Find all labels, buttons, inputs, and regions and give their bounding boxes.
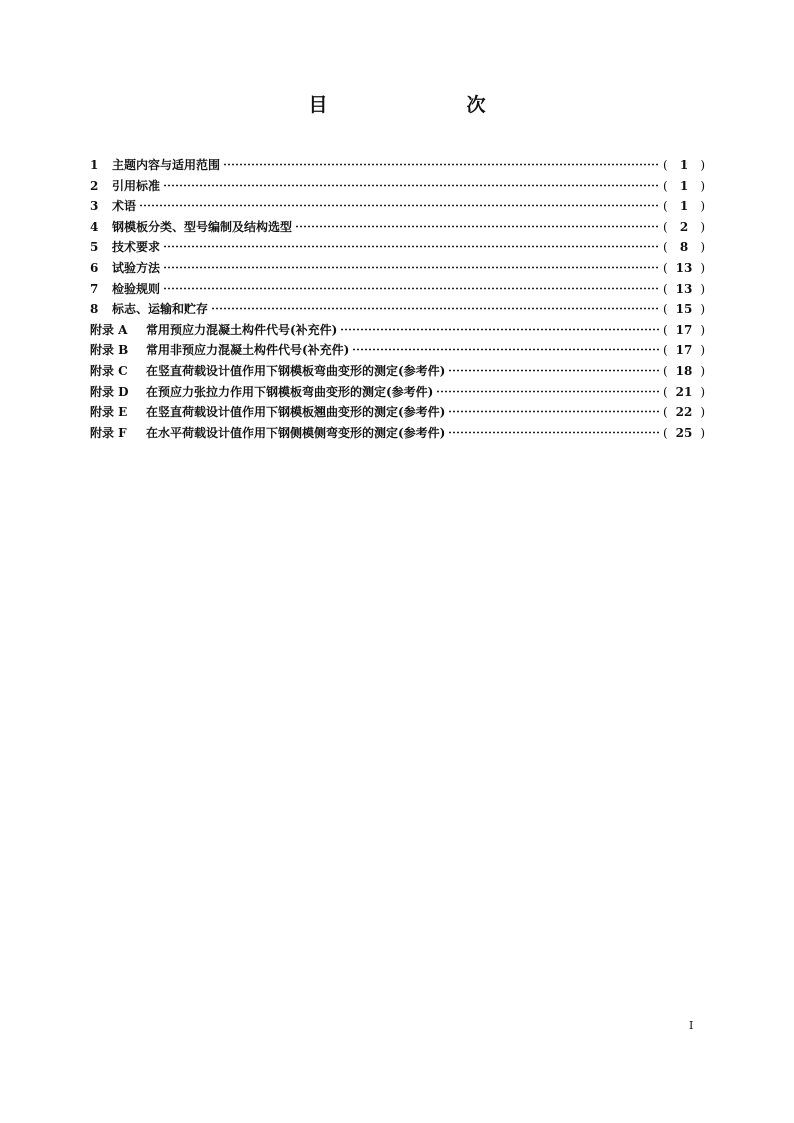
toc-entry-title: 钢模板分类、型号编制及结构选型 <box>112 219 293 234</box>
dot-leader <box>139 204 660 207</box>
toc-entry-page <box>663 179 705 193</box>
toc-entry[interactable] <box>90 218 705 239</box>
toc-entry-page <box>663 323 705 337</box>
dot-leader <box>211 307 660 310</box>
paren-close: ) <box>700 281 705 296</box>
toc-entry-page <box>663 364 705 378</box>
paren-open: ( <box>663 425 668 440</box>
toc-entry-page <box>663 261 705 275</box>
toc-entry-number: 附录 B <box>90 343 129 358</box>
toc-entry-number: 3 <box>90 199 99 214</box>
toc-entry-number: 附录 E <box>90 405 128 420</box>
toc-page-number: 8 <box>679 240 689 255</box>
toc-entry-title: 检验规则 <box>112 281 161 296</box>
toc-page-number: 13 <box>675 281 693 296</box>
toc-page-number: 15 <box>675 302 693 317</box>
paren-close: ) <box>700 425 705 440</box>
toc-entry-page <box>663 426 705 440</box>
paren-close: ) <box>700 178 705 193</box>
paren-open: ( <box>663 281 668 296</box>
paren-open: ( <box>663 363 668 378</box>
paren-close: ) <box>700 260 705 275</box>
paren-open: ( <box>663 405 668 420</box>
toc-entry[interactable] <box>90 383 705 404</box>
toc-entry[interactable] <box>90 341 705 362</box>
toc-entry-title: 标志、运输和贮存 <box>112 302 209 317</box>
toc-entry-number: 附录 A <box>90 322 128 337</box>
page-number: I <box>689 1019 694 1032</box>
toc-page-number: 2 <box>679 219 689 234</box>
toc-entry-page <box>663 282 705 296</box>
toc-entry-number: 7 <box>90 281 99 296</box>
paren-open: ( <box>663 322 668 337</box>
dot-leader <box>295 225 660 228</box>
toc-page-number: 1 <box>679 158 689 172</box>
toc-entry-number: 4 <box>90 219 99 234</box>
toc-entry-page <box>663 158 705 172</box>
toc-entry-title: 在竖直荷载设计值作用下钢模板翘曲变形的测定(参考件) <box>146 405 446 420</box>
paren-close: ) <box>700 199 705 214</box>
toc-entry-title: 在水平荷载设计值作用下钢侧模侧弯变形的测定(参考件) <box>146 425 446 440</box>
toc-entry-number: 8 <box>90 302 99 317</box>
toc-entry[interactable] <box>90 156 705 177</box>
toc-entry-title: 常用预应力混凝土构件代号(补充件) <box>146 322 338 337</box>
toc-entry[interactable] <box>90 403 705 424</box>
toc-entry-number: 2 <box>90 178 99 193</box>
toc-page-number: 17 <box>675 322 693 337</box>
dot-leader <box>436 390 660 393</box>
toc-page-number: 22 <box>675 405 693 420</box>
toc-page-number: 1 <box>679 199 689 214</box>
paren-close: ) <box>700 405 705 420</box>
toc-entry-number: 5 <box>90 240 99 255</box>
toc-page-number: 17 <box>675 343 693 358</box>
paren-open: ( <box>663 199 668 214</box>
dot-leader <box>163 266 660 269</box>
paren-close: ) <box>700 219 705 234</box>
toc-entry-number: 附录 F <box>90 425 127 440</box>
paren-open: ( <box>663 158 668 172</box>
table-of-contents <box>90 156 705 444</box>
toc-entry-title: 主题内容与适用范围 <box>112 158 221 172</box>
paren-open: ( <box>663 302 668 317</box>
toc-entry[interactable] <box>90 280 705 301</box>
toc-entry-title: 在预应力张拉力作用下钢模板弯曲变形的测定(参考件) <box>146 384 434 399</box>
paren-open: ( <box>663 178 668 193</box>
paren-open: ( <box>663 260 668 275</box>
toc-entry-page <box>663 220 705 234</box>
dot-leader <box>448 369 660 372</box>
paren-close: ) <box>700 240 705 255</box>
toc-entry[interactable] <box>90 362 705 383</box>
paren-close: ) <box>700 363 705 378</box>
paren-close: ) <box>700 384 705 399</box>
toc-entry[interactable] <box>90 259 705 280</box>
toc-entry-title: 术语 <box>112 199 137 214</box>
toc-entry-title: 常用非预应力混凝土构件代号(补充件) <box>146 343 350 358</box>
toc-entry-title: 试验方法 <box>112 260 161 275</box>
dot-leader <box>163 287 660 290</box>
toc-entry[interactable] <box>90 238 705 259</box>
toc-entry[interactable] <box>90 321 705 342</box>
paren-open: ( <box>663 219 668 234</box>
paren-close: ) <box>700 302 705 317</box>
dot-leader <box>163 245 660 248</box>
toc-entry-number: 附录 C <box>90 363 128 378</box>
toc-entry-page <box>663 199 705 213</box>
toc-entry-title: 在竖直荷载设计值作用下钢模板弯曲变形的测定(参考件) <box>146 363 446 378</box>
toc-entry[interactable] <box>90 197 705 218</box>
paren-open: ( <box>663 343 668 358</box>
toc-entry-page <box>663 343 705 357</box>
toc-page-number: 1 <box>679 178 689 193</box>
toc-entry-title: 引用标准 <box>112 178 161 193</box>
toc-entry-page <box>663 302 705 316</box>
toc-entry-page <box>663 405 705 419</box>
toc-entry-number: 6 <box>90 260 99 275</box>
paren-close: ) <box>700 158 705 172</box>
toc-entry[interactable] <box>90 424 705 445</box>
toc-entry-page <box>663 385 705 399</box>
paren-open: ( <box>663 240 668 255</box>
paren-close: ) <box>700 322 705 337</box>
paren-open: ( <box>663 384 668 399</box>
dot-leader <box>340 328 660 331</box>
toc-entry-title: 技术要求 <box>112 240 161 255</box>
toc-page-number: 21 <box>675 384 693 399</box>
toc-page-number: 18 <box>675 363 693 378</box>
toc-entry-number: 1 <box>90 158 99 172</box>
toc-entry-page <box>663 240 705 254</box>
dot-leader <box>352 348 660 351</box>
toc-entry-number: 附录 D <box>90 384 129 399</box>
dot-leader <box>448 431 660 434</box>
dot-leader <box>448 410 660 413</box>
page-title: 目 次 <box>308 94 546 116</box>
toc-entry[interactable] <box>90 177 705 198</box>
dot-leader <box>223 163 660 166</box>
paren-close: ) <box>700 343 705 358</box>
dot-leader <box>163 184 660 187</box>
toc-entry[interactable] <box>90 300 705 321</box>
toc-page-number: 25 <box>675 425 693 440</box>
toc-page-number: 13 <box>675 260 693 275</box>
